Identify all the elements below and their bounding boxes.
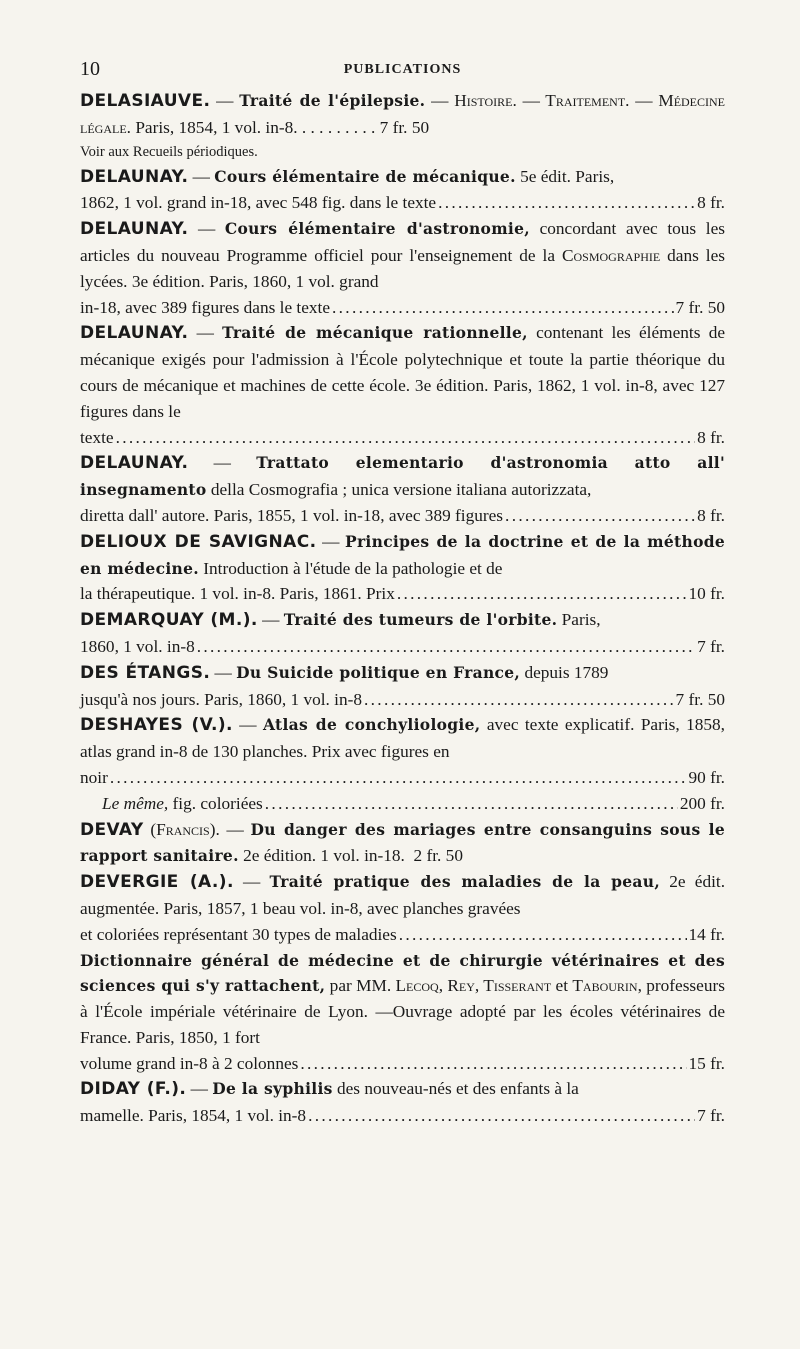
- dot-leader: [265, 791, 678, 817]
- entry-price: 7 fr.: [697, 1106, 725, 1126]
- entry-text: par MM.: [325, 976, 396, 996]
- entry-smallcaps: Cosmographie: [561, 245, 661, 265]
- entry-price: 7 fr. 50: [379, 117, 430, 137]
- entry-text: contenant les éléments de mécanique exigés pour l'admission à l'École polytechnique et toute la partie théorique du cours de mécanique et machines de cette école. 3e édition. Paris, 1862, 1 vol. in-8, avec 127 figures dans le: [80, 323, 726, 421]
- entry-author: DELASIAUVE.: [80, 91, 211, 111]
- entry-text: la thérapeutique. 1 vol. in-8. Paris, 1861. Prix: [80, 584, 395, 604]
- entry-author: DELAUNAY.: [80, 323, 189, 344]
- entry-text: jusqu'à nos jours. Paris, 1860, 1 vol. in-8: [80, 689, 363, 709]
- entry-last-line: [80, 503, 725, 529]
- entry-text: Introduction à l'étude de la pathologie et de: [198, 558, 503, 578]
- entry-smallcaps: Histoire. — Traitement. — Médecine légale.: [80, 91, 726, 137]
- entry-price: 2 fr. 50: [413, 846, 463, 866]
- entry-text: —: [210, 91, 240, 110]
- catalog-entry: [80, 948, 725, 1077]
- entry-italic: Le même,: [102, 793, 169, 813]
- entry-text: —: [188, 219, 225, 239]
- entry-text: dans les lycées. 3e édition. Paris, 1860, 1 vol. grand: [80, 245, 726, 291]
- entry-last-line: [80, 634, 725, 660]
- entry-text: —: [257, 610, 284, 630]
- catalog-entry: [80, 320, 725, 450]
- entry-text: della Cosmografia ; unica versione italiana autorizzata,: [206, 480, 592, 500]
- entry-last-line: [80, 295, 725, 321]
- entry-text: —: [210, 662, 237, 682]
- entry-author: DELAUNAY.: [80, 453, 189, 474]
- entry-text: [102, 791, 263, 817]
- entry-last-line: [80, 1051, 725, 1077]
- entry-text: —: [233, 872, 270, 892]
- entry-text: 1862, 1 vol. grand in-18, avec 548 fig. dans le texte: [80, 193, 437, 213]
- entry-title: Atlas de conchyliologie,: [262, 715, 481, 735]
- entry-text: —: [188, 166, 215, 186]
- dot-leader: [505, 503, 695, 529]
- entry-text: 5e édit. Paris,: [515, 166, 615, 186]
- catalog-entry: [80, 607, 725, 660]
- catalog-entries: [80, 88, 725, 1129]
- catalog-entry: [80, 869, 725, 947]
- dot-leader: [110, 765, 687, 791]
- entry-smallcaps: Lecoq, Rey, Tisserant: [395, 976, 552, 996]
- entry-text: avec texte explicatif. Paris, 1858, atlas grand in-8 de 130 planches. Prix avec figures en: [80, 715, 725, 762]
- entry-author: DELAUNAY.: [80, 219, 189, 240]
- entry-text: Paris, 1854, 1 vol. in-8: [135, 117, 294, 137]
- entry-last-line: [80, 1103, 725, 1129]
- entry-price: 7 fr. 50: [675, 297, 725, 317]
- entry-text: —: [186, 1079, 213, 1099]
- page-number: 10: [80, 58, 100, 80]
- entry-note: Voir aux Recueils périodiques.: [80, 143, 258, 160]
- entry-text: —: [316, 531, 346, 551]
- entry-last-line: [80, 425, 725, 451]
- entry-text: ). —: [209, 819, 251, 839]
- entry-text: noir: [80, 767, 108, 787]
- entry-price: 8 fr.: [697, 427, 725, 447]
- entry-title: Du Suicide politique en France,: [236, 662, 521, 682]
- catalog-entry: [80, 216, 725, 320]
- dot-leader: [399, 922, 687, 948]
- dot-leader: [332, 295, 674, 321]
- dot-leader: [116, 425, 696, 451]
- entry-text: —: [188, 323, 223, 343]
- entry-price: 90 fr.: [688, 767, 725, 787]
- entry-text: Paris,: [557, 610, 601, 630]
- catalog-entry: [80, 817, 725, 870]
- catalog-entry: [80, 660, 725, 713]
- entry-last-line: [80, 190, 725, 216]
- dot-leader: [300, 1051, 686, 1077]
- entry-text: (: [143, 819, 157, 839]
- entry-title: Du danger des mariages entre consanguins sous le rapport sanitaire.: [80, 819, 725, 866]
- entry-last-line: [102, 791, 725, 817]
- entry-author: DESHAYES (V.).: [80, 715, 233, 736]
- entry-text: 1860, 1 vol. in-8: [80, 636, 195, 656]
- entry-last-line: [80, 687, 725, 713]
- catalog-subentry: [80, 791, 725, 817]
- entry-author: DELAUNAY.: [80, 166, 189, 187]
- entry-text: texte: [80, 427, 114, 447]
- entry-text: mamelle. Paris, 1854, 1 vol. in-8: [80, 1106, 307, 1126]
- entry-title: Trattato elementario d'astronomia atto all' insegnamento: [80, 453, 725, 500]
- catalog-entry: [80, 712, 725, 790]
- entry-title: Principes de la doctrine et de la méthode en médecine.: [80, 531, 726, 578]
- entry-text: depuis 1789: [520, 662, 609, 682]
- dot-leader: [438, 190, 695, 216]
- entry-price: 7 fr. 50: [675, 689, 725, 709]
- entry-text: 2e édition. 1 vol. in-18.: [238, 846, 405, 866]
- catalog-entry: [80, 164, 725, 217]
- entry-title: Cours élémentaire de mécanique.: [214, 166, 516, 186]
- entry-text: —: [232, 715, 263, 735]
- catalog-entry: [80, 529, 725, 607]
- entry-title: Traité de mécanique rationnelle,: [222, 323, 528, 343]
- catalog-entry: DELASIAUVE. — Traité de l'épilepsie. — Histoire. — Traitement. — Médecine légale. Paris, 1854, 1 vol. in-8. . . . . . . . . . 7 fr. 50: [80, 91, 726, 137]
- entry-price: 7 fr.: [697, 636, 725, 656]
- entry-author: DES ÉTANGS.: [80, 662, 211, 683]
- catalog-entry: [80, 450, 725, 528]
- entry-text: fig. coloriées: [168, 793, 263, 813]
- entry-title: Cours élémentaire d'astronomie,: [224, 219, 530, 239]
- entry-text: 2e édit. augmentée. Paris, 1857, 1 beau vol. in-8, avec planches gravées: [80, 872, 726, 918]
- entry-price: 15 fr.: [688, 1053, 725, 1073]
- entry-author: DEVERGIE (A.).: [80, 872, 234, 893]
- entry-title: De la syphilis: [212, 1079, 333, 1099]
- entry-smallcaps: Francis: [156, 819, 210, 839]
- entry-price: 14 fr.: [688, 924, 725, 944]
- entry-text: et coloriées représentant 30 types de maladies: [80, 924, 397, 944]
- entry-text: in-18, avec 389 figures dans le texte: [80, 297, 331, 317]
- entry-title: Traité pratique des maladies de la peau,: [269, 872, 661, 892]
- catalog-entry: [80, 1076, 725, 1129]
- entry-smallcaps: Tabourin,: [572, 976, 642, 996]
- entry-author: DEVAY: [80, 819, 144, 840]
- entry-text: volume grand in-8 à 2 colonnes: [80, 1053, 299, 1073]
- entry-text: —: [188, 453, 257, 473]
- entry-text: professeurs à l'École impériale vétérinaire de Lyon. —Ouvrage adopté par les écoles vétérinaires de France. Paris, 1850, 1 fort: [80, 976, 725, 1047]
- entry-text: concordant avec tous les articles du nouveau Programme officiel pour l'enseignement de la: [80, 219, 725, 265]
- entry-author: DIDAY (F.).: [80, 1079, 187, 1100]
- entry-last-line: [80, 765, 725, 791]
- entry-text: et: [551, 976, 573, 996]
- page-header: [80, 58, 725, 84]
- entry-price: 200 fr.: [679, 793, 725, 813]
- dot-leader: [308, 1103, 695, 1129]
- entry-title: Traité des tumeurs de l'orbite.: [283, 610, 558, 630]
- entry-price: 8 fr.: [697, 505, 725, 525]
- entry-last-line: [80, 581, 725, 607]
- dot-leader: [364, 687, 674, 713]
- entry-author: DEMARQUAY (M.).: [80, 610, 258, 631]
- entry-title: Dictionnaire général de médecine et de chirurgie vétérinaires et des sciences qui s'y rattachent,: [80, 950, 725, 996]
- entry-text: —: [425, 91, 455, 110]
- entry-price: 8 fr.: [697, 193, 725, 213]
- entry-price: 10 fr.: [688, 584, 725, 604]
- catalog-note: [80, 141, 725, 164]
- entry-text: des nouveau-nés et des enfants à la: [332, 1079, 579, 1099]
- running-title: PUBLICATIONS: [343, 62, 462, 77]
- entry-text: diretta dall' autore. Paris, 1855, 1 vol. in-18, avec 389 figures: [80, 505, 504, 525]
- dot-leader: [197, 634, 695, 660]
- entry-title: Traité de l'épilepsie.: [239, 91, 426, 110]
- dot-leader: [397, 581, 687, 607]
- entry-last-line: [80, 922, 725, 948]
- entry-author: DELIOUX DE SAVIGNAC.: [80, 531, 317, 552]
